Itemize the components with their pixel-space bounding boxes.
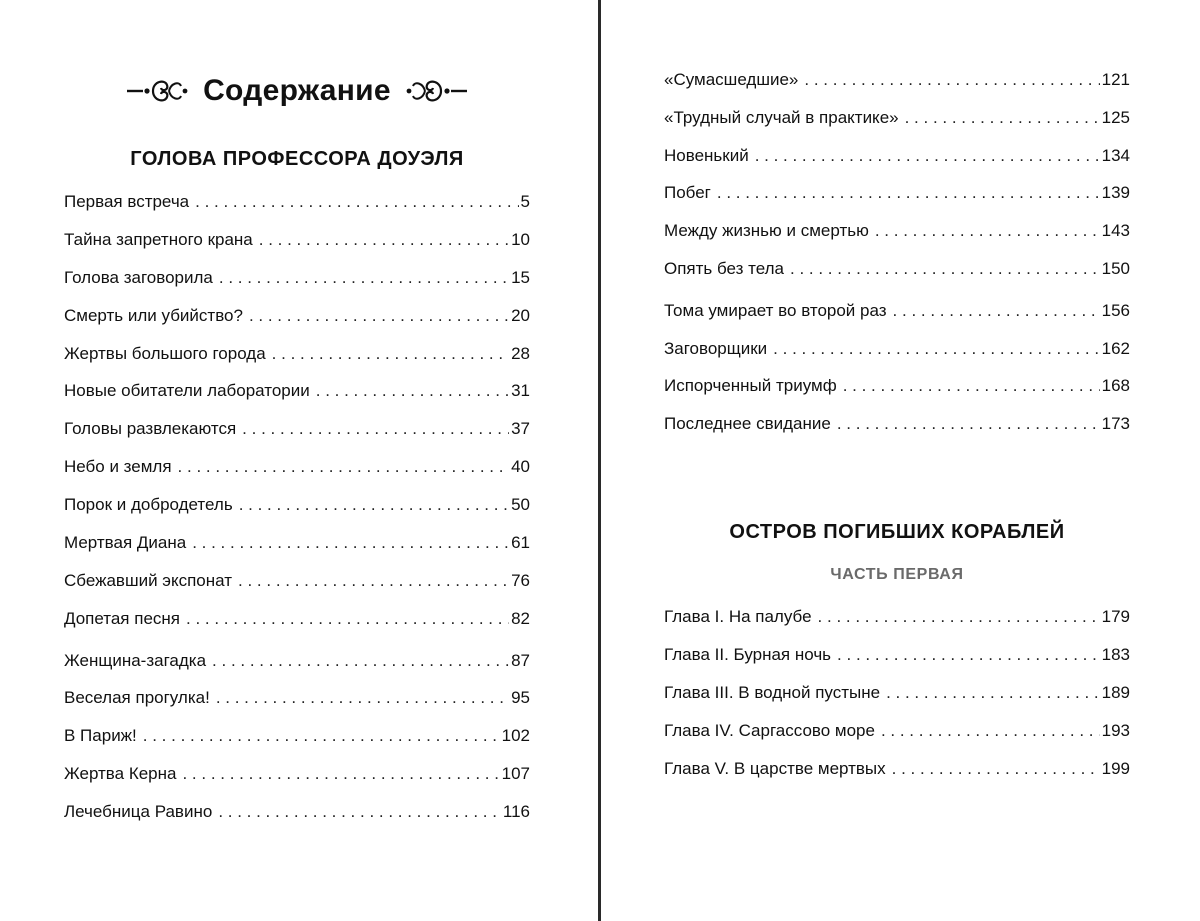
dot-leader [843,375,1100,397]
dot-leader [178,456,510,478]
toc-entry: Испорченный триумф . . . 168 [664,375,1130,397]
dot-leader [143,725,500,747]
dot-leader [238,570,509,592]
dot-leader [837,644,1100,666]
toc-entry: В Париж! . . . 102 [64,725,530,747]
chapter-entry: Глава I. На палубе . . . 179 [664,606,1130,628]
toc-entry: Жертва Керна . . . 107 [64,763,530,785]
toc-entry: Порок и добродетель . . . 50 [64,494,530,516]
toc-entry: Допетая песня . . . 82 [64,608,530,630]
dot-leader [790,258,1100,280]
section-title-island: ОСТРОВ ПОГИБШИХ КОРАБЛЕЙ [729,521,1065,543]
toc-entry: Побег . . . 139 [664,182,1130,204]
toc-entry: Новые обитатели лаборатории . . . 31 [64,380,530,402]
dot-leader [219,267,509,289]
toc-entry: Между жизнью и смертью . . . 143 [664,220,1130,242]
toc-entry: Сбежавший экспонат . . . 76 [64,570,530,592]
chapter-entry: Глава IV. Саргассово море . . . 193 [664,720,1130,742]
dot-leader [195,191,518,213]
toc-entry: «Трудный случай в практике» . . . 125 [664,107,1130,129]
dot-leader [717,182,1100,204]
dot-leader [182,763,499,785]
flourish-right-icon [405,71,469,111]
dot-leader [259,229,509,251]
toc-entry: Мертвая Диана . . . 61 [64,532,530,554]
toc-entry: Заговорщики . . . 162 [664,338,1130,360]
dot-leader [216,687,509,709]
flourish-left-icon [125,71,189,111]
dot-leader [242,418,509,440]
dot-leader [239,494,509,516]
dot-leader [773,338,1099,360]
dot-leader [212,650,509,672]
toc-entry: Женщина-загадка . . . 87 [64,650,530,672]
toc-entry: «Сумасшедшие» . . . 121 [664,69,1130,91]
dot-leader [192,532,509,554]
toc-entry: Голова заговорила . . . 15 [64,267,530,289]
dot-leader [881,720,1100,742]
section-title-doyle: ГОЛОВА ПРОФЕССОРА ДОУЭЛЯ [130,148,464,170]
toc-entry: Новенький . . . 134 [664,145,1130,167]
contents-heading [64,64,530,118]
dot-leader [272,343,509,365]
book-spine [598,0,601,921]
subsection-title: ЧАСТЬ ПЕРВАЯ [830,566,964,583]
toc-entry: Небо и земля . . . 40 [64,456,530,478]
dot-leader [875,220,1100,242]
toc-entry: Тайна запретного крана . . . 10 [64,229,530,251]
dot-leader [316,380,509,402]
chapter-entry: Глава V. В царстве мертвых . . . 199 [664,758,1130,780]
dot-leader [249,305,509,327]
dot-leader [186,608,509,630]
dot-leader [893,300,1100,322]
dot-leader [892,758,1100,780]
dot-leader [218,801,501,823]
dot-leader [905,107,1100,129]
toc-entry: Лечебница Равино . . . 116 [64,801,530,823]
dot-leader [804,69,1099,91]
toc-entry: Жертвы большого города . . . 28 [64,343,530,365]
dot-leader [755,145,1100,167]
toc-entry: Веселая прогулка! . . . 95 [64,687,530,709]
toc-entry: Смерть или убийство? . . . 20 [64,305,530,327]
dot-leader [837,413,1100,435]
toc-entry: Тома умирает во второй раз . . . 156 [664,300,1130,322]
chapter-entry: Глава III. В водной пустыне . . . 189 [664,682,1130,704]
dot-leader [886,682,1100,704]
toc-entry: Опять без тела . . . 150 [664,258,1130,280]
toc-entry: Последнее свидание . . . 173 [664,413,1130,435]
toc-entry: Головы развлекаются . . . 37 [64,418,530,440]
toc-entry: Первая встреча . . . 5 [64,191,530,213]
contents-title: Содержание [203,74,391,107]
chapter-entry: Глава II. Бурная ночь . . . 183 [664,644,1130,666]
dot-leader [818,606,1100,628]
